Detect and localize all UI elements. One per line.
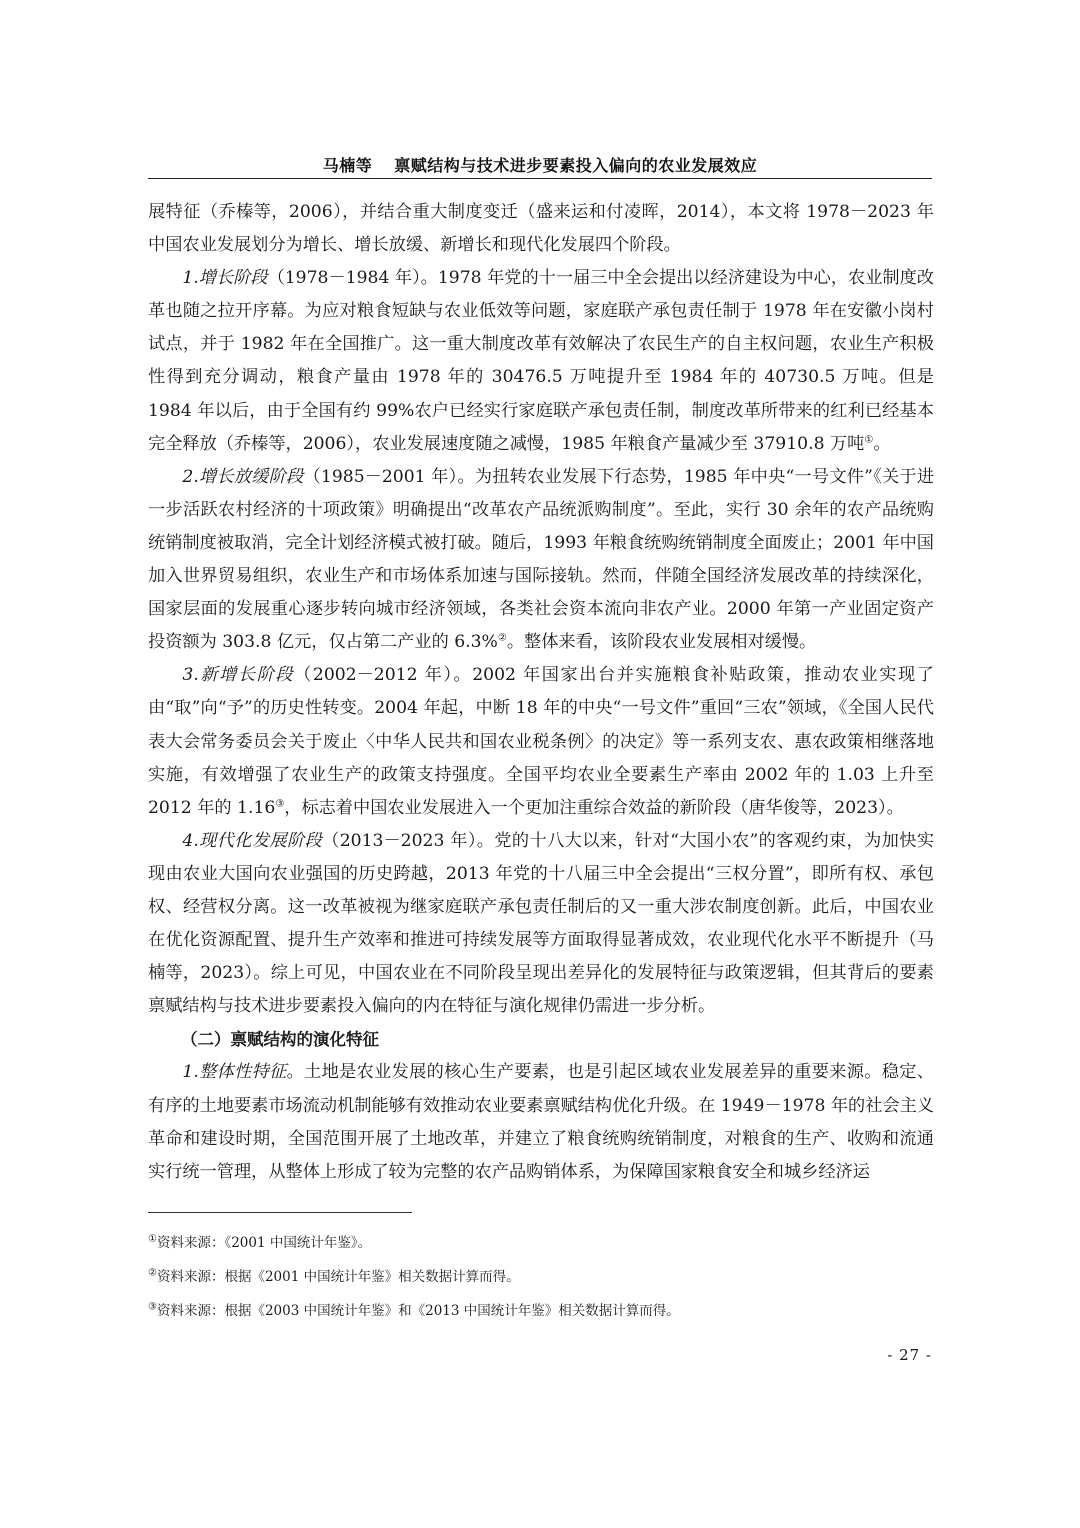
header-author: 马楠等: [322, 156, 373, 175]
footnote-1-text: 资料来源：《2001 中国统计年鉴》。: [156, 1235, 372, 1251]
stage-1-text: （1978－1984 年）。1978 年党的十一届三中全会提出以经济建设为中心，农业制度改革也随之拉开序幕。为应对粮食短缺与农业低效等问题，家庭联产承包责任制于 1978 年在安徽小岗村试点，并于 1982 年在全国推广。这一重大制度改革有效解决了农民生产的自主权问题，农业生产积极性得到充分调动，粮食产量由 1978 年的 30476.5 万吨提升至 1984 年的 40730.5 万吨。但是 1984 年以后，由于全国有约 99%农户已经实行家庭联产承包责任制，制度改革所带来的红利已经基本完全释放（乔榛等，2006），农业发展速度随之减慢，1985 年粮食产量减少至 37910.8 万吨: [148, 268, 934, 454]
stage-1-text-end: 。: [873, 433, 891, 454]
footnote-ref-1[interactable]: ①: [864, 433, 874, 445]
footnote-3: [148, 1294, 932, 1328]
stage-3-text: （2002－2012 年）。2002 年国家出台并实施粮食补贴政策，推动农业实现了由“取”向“予”的历史性转变。2004 年起，中断 18 年的中央“一号文件”重回“三农”领域，《全国人民代表大会常务委员会关于废止〈中华人民共和国农业税条例〉的决定》等一系列支农、惠农政策相继落地实施，有效增强了农业生产的政策支持强度。全国平均农业全要素生产率由 2002 年的 1.03 上升至 2012 年的 1.16: [148, 665, 934, 818]
paragraph-stage-2: [148, 461, 934, 660]
stage-2-label: 2.增长放缓阶段: [182, 466, 304, 487]
paragraph-stage-1: [148, 262, 934, 461]
paragraph-stage-4: [148, 825, 934, 1024]
section-heading: （二）禀赋结构的演化特征: [181, 1030, 379, 1050]
stage-4-label: 4.现代化发展阶段: [182, 830, 323, 851]
overall-feature-label: 1.整体性特征: [182, 1062, 287, 1083]
footnote-2-mark: ②: [148, 1267, 157, 1279]
footnote-1: [148, 1226, 932, 1260]
stage-1-label: 1.增长阶段: [182, 268, 268, 289]
footnotes: [148, 1226, 932, 1328]
footnote-ref-2[interactable]: ②: [497, 632, 507, 644]
footnote-3-mark: ③: [148, 1301, 157, 1313]
stage-2-text-end: 。整体来看，该阶段农业发展相对缓慢。: [506, 632, 817, 653]
overall-feature-text: 。土地是农业发展的核心生产要素，也是引起区域农业发展差异的重要来源。稳定、有序的土地要素市场流动机制能够有效推动农业要素禀赋结构优化升级。在 1949－1978 年的社会主义革命和建设时期，全国范围开展了土地改革，并建立了粮食统购统销制度，对粮食的生产、收购和流通实行统一管理，从整体上形成了较为完整的农产品购销体系，为保障国家粮食安全和城乡经济运: [148, 1062, 934, 1182]
stage-3-label: 3.新增长阶段: [182, 665, 295, 686]
paragraph-overall-feature: [148, 1056, 934, 1188]
body-text: [148, 196, 934, 1189]
paragraph-intro: 展特征（乔榛等，2006），并结合重大制度变迁（盛来运和付凌晖，2014），本文将 1978－2023 年中国农业发展划分为增长、增长放缓、新增长和现代化发展四个阶段。: [148, 202, 934, 256]
footnote-2-text: 资料来源：根据《2001 中国统计年鉴》相关数据计算而得。: [156, 1269, 520, 1285]
page-number: - 27 -: [887, 1346, 932, 1364]
footnote-1-mark: ①: [148, 1233, 157, 1245]
stage-4-text: （2013－2023 年）。党的十八大以来，针对“大国小农”的客观约束，为加快实现由农业大国向农业强国的历史跨越，2013 年党的十八届三中全会提出“三权分置”，即所有权、承包权、经营权分离。这一改革被视为继家庭联产承包责任制后的又一重大涉农制度创新。此后，中国农业在优化资源配置、提升生产效率和推进可持续发展等方面取得显著成效，农业现代化水平不断提升（马楠等，2023）。综上可见，中国农业在不同阶段呈现出差异化的发展特征与政策逻辑，但其背后的要素禀赋结构与技术进步要素投入偏向的内在特征与演化规律仍需进一步分析。: [148, 830, 935, 1017]
running-header: [148, 153, 932, 176]
stage-2-text: （1985－2001 年）。为扭转农业发展下行态势，1985 年中央“一号文件”《关于进一步活跃农村经济的十项政策》明确提出“改革农产品统派购制度”。至此，实行 30 余年的农产品统购统销制度被取消，完全计划经济模式被打破。随后，1993 年粮食统购统销制度全面废止；2001 年中国加入世界贸易组织，农业生产和市场体系加速与国际接轨。然而，伴随全国经济发展改革的持续深化，国家层面的发展重心逐步转向城市经济领域，各类社会资本流向非农产业。2000 年第一产业固定资产投资额为 303.8 亿元，仅占第二产业的 6.3%: [148, 466, 935, 653]
footnote-rule: [148, 1212, 412, 1213]
header-rule: [148, 178, 932, 179]
footnote-ref-3[interactable]: ③: [275, 797, 285, 809]
footnote-2: [148, 1260, 932, 1294]
header-title: 禀赋结构与技术进步要素投入偏向的农业发展效应: [394, 156, 758, 175]
paragraph-stage-3: [148, 659, 934, 824]
footnote-3-text: 资料来源：根据《2003 中国统计年鉴》和《2013 中国统计年鉴》相关数据计算而得。: [156, 1303, 680, 1319]
stage-3-text-end: ，标志着中国农业发展进入一个更加注重综合效益的新阶段（唐华俊等，2023）。: [284, 797, 904, 818]
